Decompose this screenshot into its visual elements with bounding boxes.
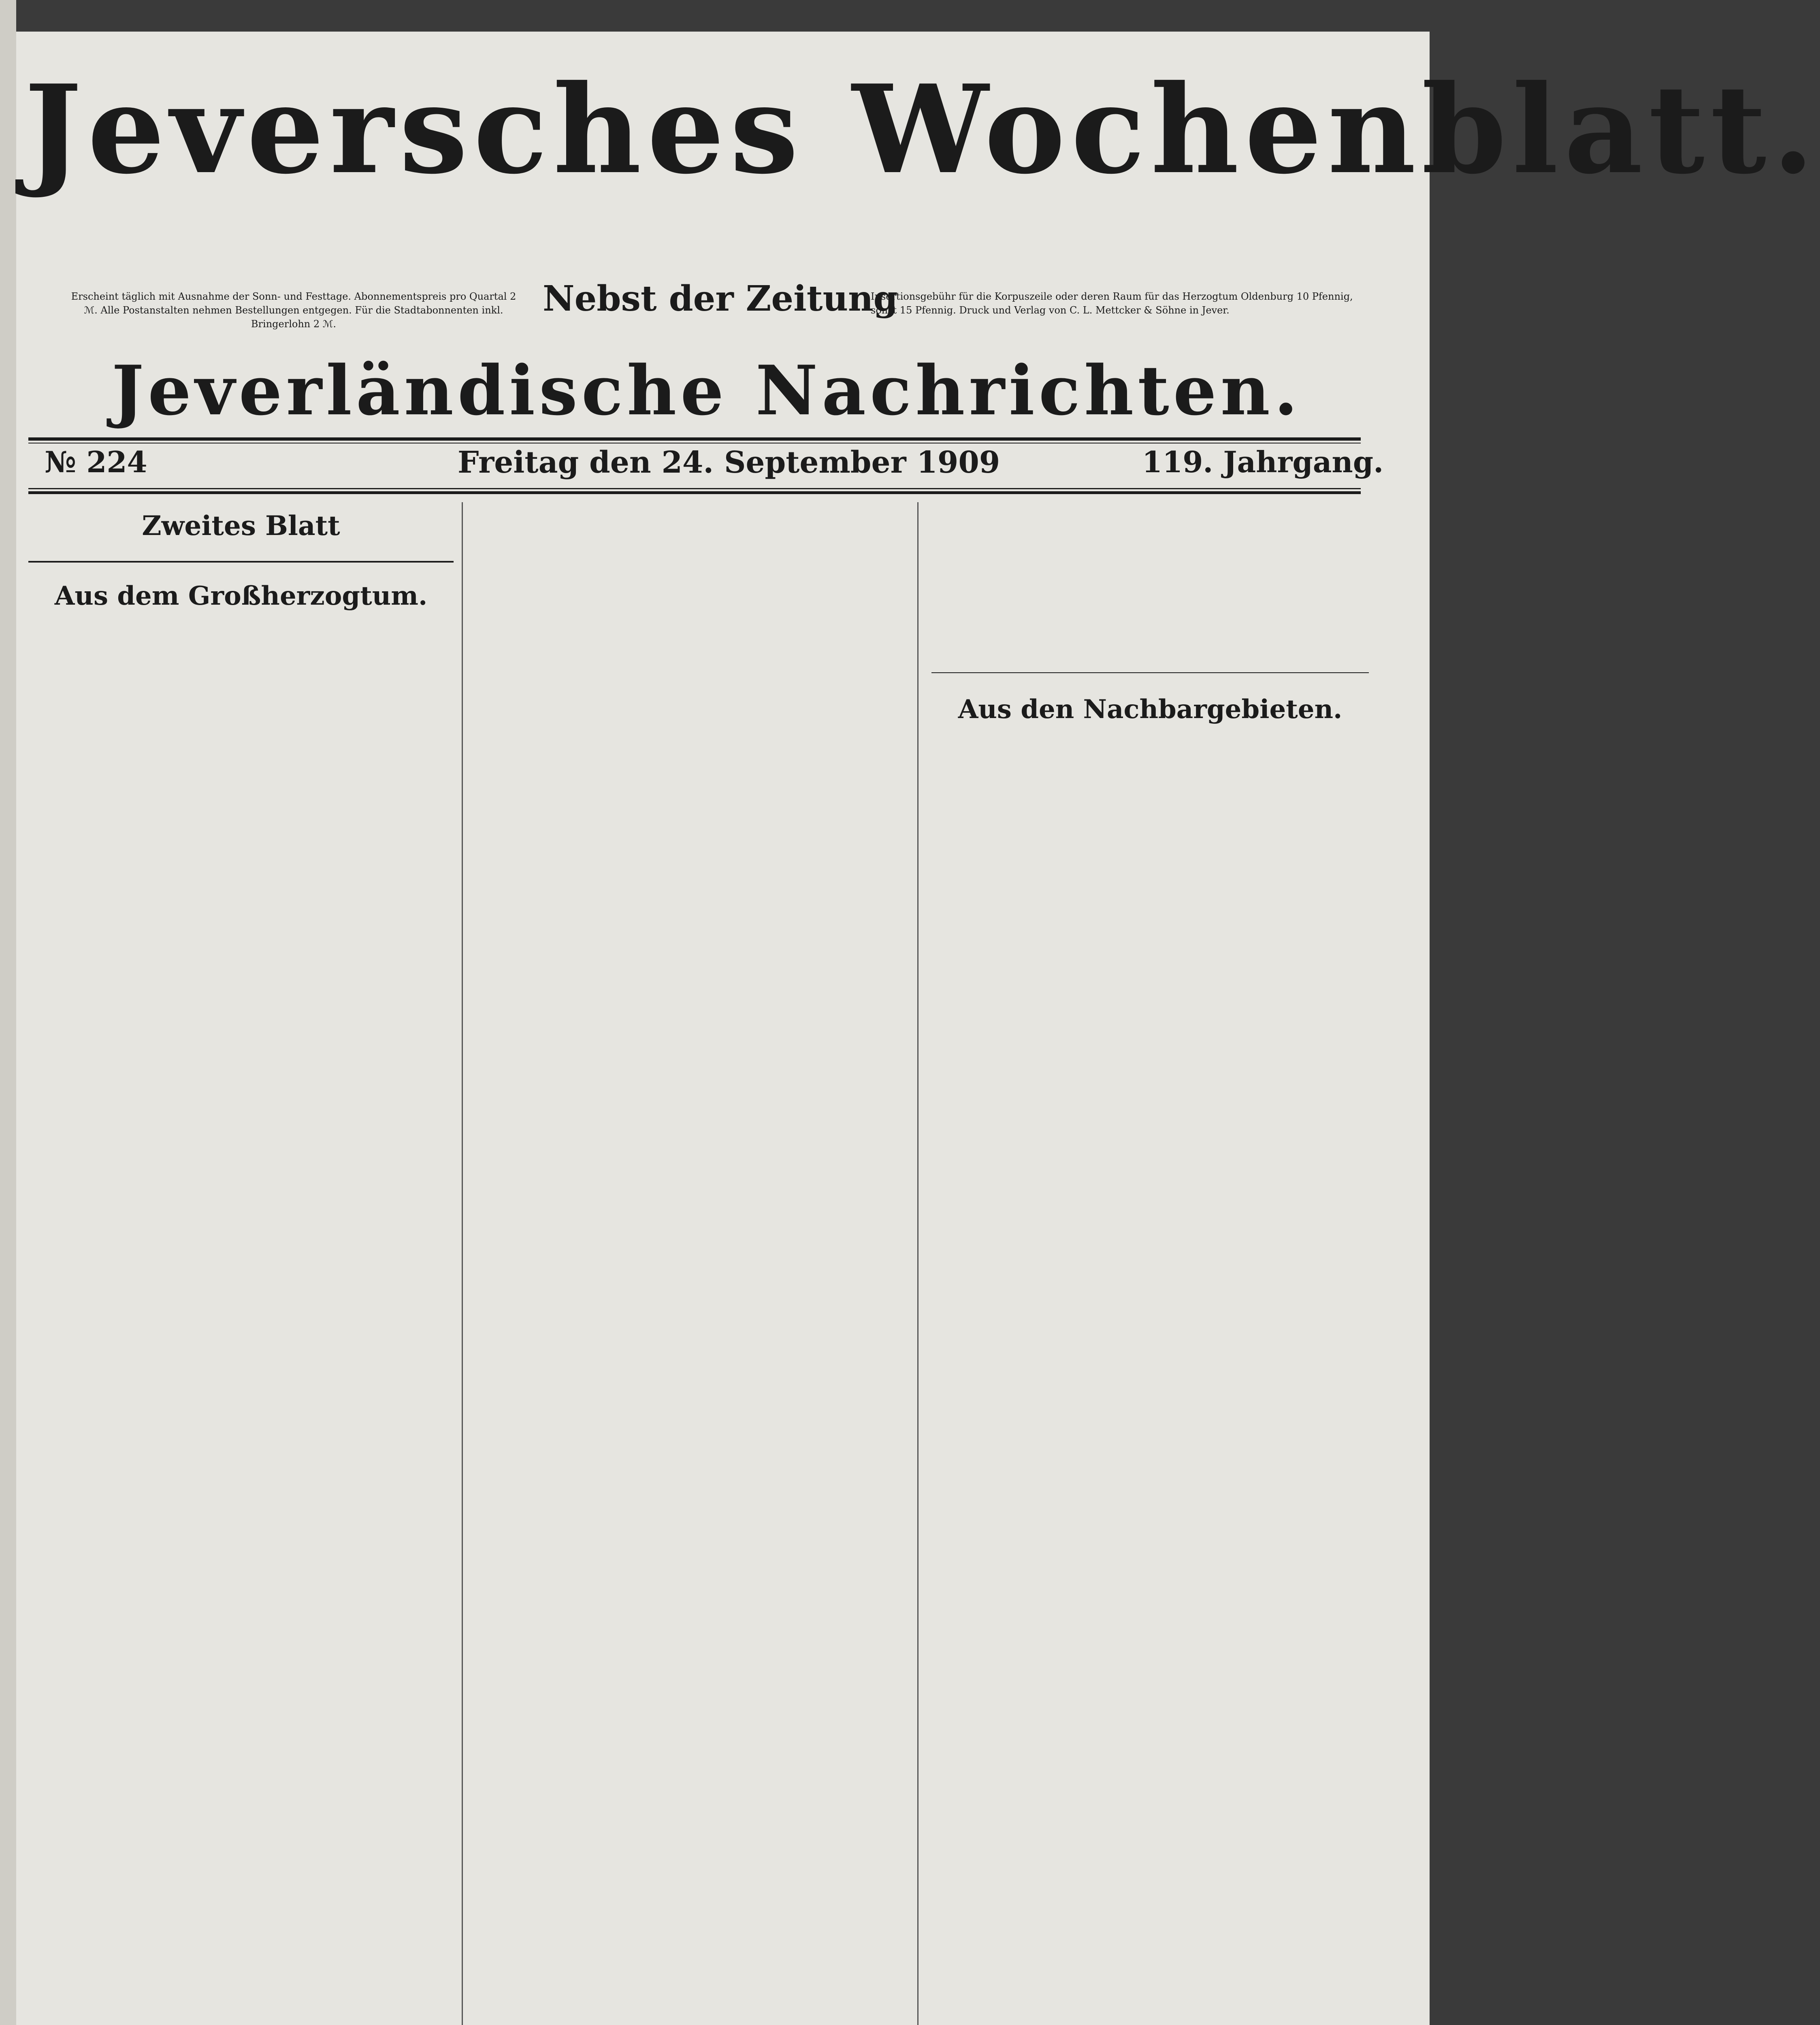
column-separator	[917, 502, 919, 2025]
masthead-top-rule	[28, 437, 1361, 441]
issue-line-rule	[28, 488, 1361, 489]
section-head-grossherzogtum: Aus dem Großherzogtum.	[54, 581, 428, 611]
section-divider	[931, 672, 1369, 673]
section-head-nachbargebieten: Aus den Nachbargebieten.	[958, 694, 1343, 725]
insertion-fee-note: Insertionsgebühr für die Korpuszeile oder deren Raum für das Herzogtum Oldenburg 10 Pfennig, sonst 15 Pfennig. Druck und Verlag von C. L. Mettcker & Söhne in Jever.	[871, 291, 1353, 316]
subscription-note: Erscheint täglich mit Ausnahme der Sonn- und Festtage. Abonnementspreis pro Quartal 2 ℳ. Alle Postanstalten nehmen Bestellungen entgegen. Für die Stadtabonnenten inkl. Bringerlohn 2 ℳ.	[71, 291, 516, 330]
issue-volume: 119. Jahrgang.	[1142, 445, 1384, 479]
masthead-subtitle: Jeverländische Nachrichten.	[111, 350, 1302, 431]
column-separator	[462, 502, 463, 2025]
issue-line-rule-thick	[28, 491, 1361, 494]
issue-number: № 224	[45, 445, 147, 479]
page-edge	[0, 0, 16, 2025]
zweites-blatt-rule	[28, 561, 454, 563]
masthead-title: Jeversches Wochenblatt.	[24, 58, 1820, 201]
section-label-zweites-blatt: Zweites Blatt	[142, 510, 340, 541]
masthead-middle-line: Nebst der Zeitung	[543, 278, 898, 319]
issue-date: Freitag den 24. September 1909	[458, 445, 1000, 480]
